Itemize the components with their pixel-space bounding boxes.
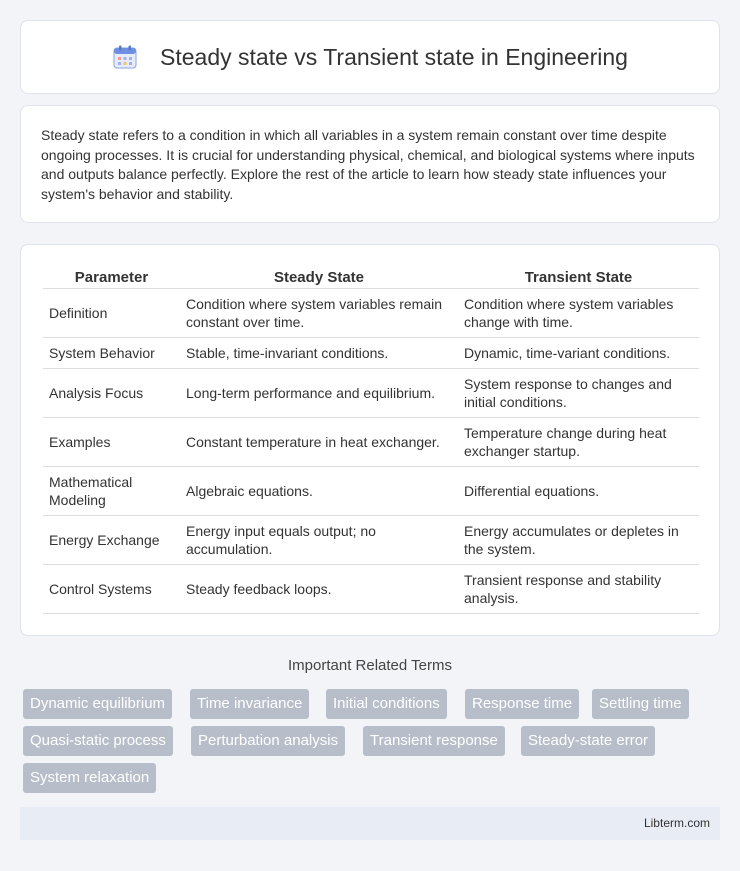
table-cell-parameter: System Behavior: [43, 338, 180, 369]
term-tag[interactable]: Initial conditions: [326, 689, 447, 719]
table-header-row: [43, 267, 699, 289]
table-cell-transient: Differential equations.: [458, 467, 699, 516]
table-cell-parameter: Analysis Focus: [43, 369, 180, 418]
table-row: [43, 467, 699, 516]
term-tag[interactable]: Time invariance: [190, 689, 309, 719]
table-row: [43, 516, 699, 565]
table-cell-steady: Energy input equals output; no accumulation.: [180, 516, 458, 565]
intro-text: Steady state refers to a condition in which all variables in a system remain constant over time despite ongoing processes. It is crucial for understanding physical, chemical, and biological systems where inputs and outputs balance perfectly. Explore the rest of the article to learn how steady state influences your system's behavior and stability.: [41, 127, 695, 202]
table-cell-transient: Temperature change during heat exchanger startup.: [458, 418, 699, 467]
column-header-parameter: Parameter: [43, 267, 180, 289]
table-row: [43, 565, 699, 614]
header-card: [20, 20, 720, 94]
table-cell-transient: Transient response and stability analysis.: [458, 565, 699, 614]
column-header-steady-state: Steady State: [180, 267, 458, 289]
footer: [20, 807, 720, 840]
term-tag[interactable]: Dynamic equilibrium: [23, 689, 172, 719]
table-cell-steady: Constant temperature in heat exchanger.: [180, 418, 458, 467]
table-cell-steady: Stable, time-invariant conditions.: [180, 338, 458, 369]
related-terms-title: Important Related Terms: [288, 657, 452, 674]
comparison-table-card: [20, 244, 720, 636]
term-tag[interactable]: Steady-state error: [521, 726, 655, 756]
table-cell-parameter: Energy Exchange: [43, 516, 180, 565]
table-row: [43, 338, 699, 369]
term-tag[interactable]: Quasi-static process: [23, 726, 173, 756]
table-row: [43, 369, 699, 418]
calendar-icon: [112, 44, 138, 70]
term-tag[interactable]: Response time: [465, 689, 579, 719]
footer-site-link[interactable]: Libterm.com: [643, 816, 710, 830]
table-cell-steady: Condition where system variables remain constant over time.: [180, 289, 458, 338]
term-tag[interactable]: System relaxation: [23, 763, 156, 793]
table-cell-steady: Steady feedback loops.: [180, 565, 458, 614]
table-cell-parameter: Definition: [43, 289, 180, 338]
table-cell-transient: Condition where system variables change with time.: [458, 289, 699, 338]
term-tag[interactable]: Transient response: [363, 726, 505, 756]
term-tag[interactable]: Settling time: [592, 689, 689, 719]
table-cell-steady: Long-term performance and equilibrium.: [180, 369, 458, 418]
table-cell-transient: Dynamic, time-variant conditions.: [458, 338, 699, 369]
table-cell-parameter: Control Systems: [43, 565, 180, 614]
table-cell-transient: Energy accumulates or depletes in the system.: [458, 516, 699, 565]
term-tag[interactable]: Perturbation analysis: [191, 726, 345, 756]
table-cell-steady: Algebraic equations.: [180, 467, 458, 516]
table-cell-parameter: Mathematical Modeling: [43, 467, 180, 516]
column-header-transient-state: Transient State: [458, 267, 699, 289]
table-cell-parameter: Examples: [43, 418, 180, 467]
table-cell-transient: System response to changes and initial conditions.: [458, 369, 699, 418]
comparison-table: [43, 267, 699, 614]
table-row: [43, 418, 699, 467]
intro-card: [20, 105, 720, 223]
table-row: [43, 289, 699, 338]
page-title: Steady state vs Transient state in Engineering: [160, 43, 628, 70]
